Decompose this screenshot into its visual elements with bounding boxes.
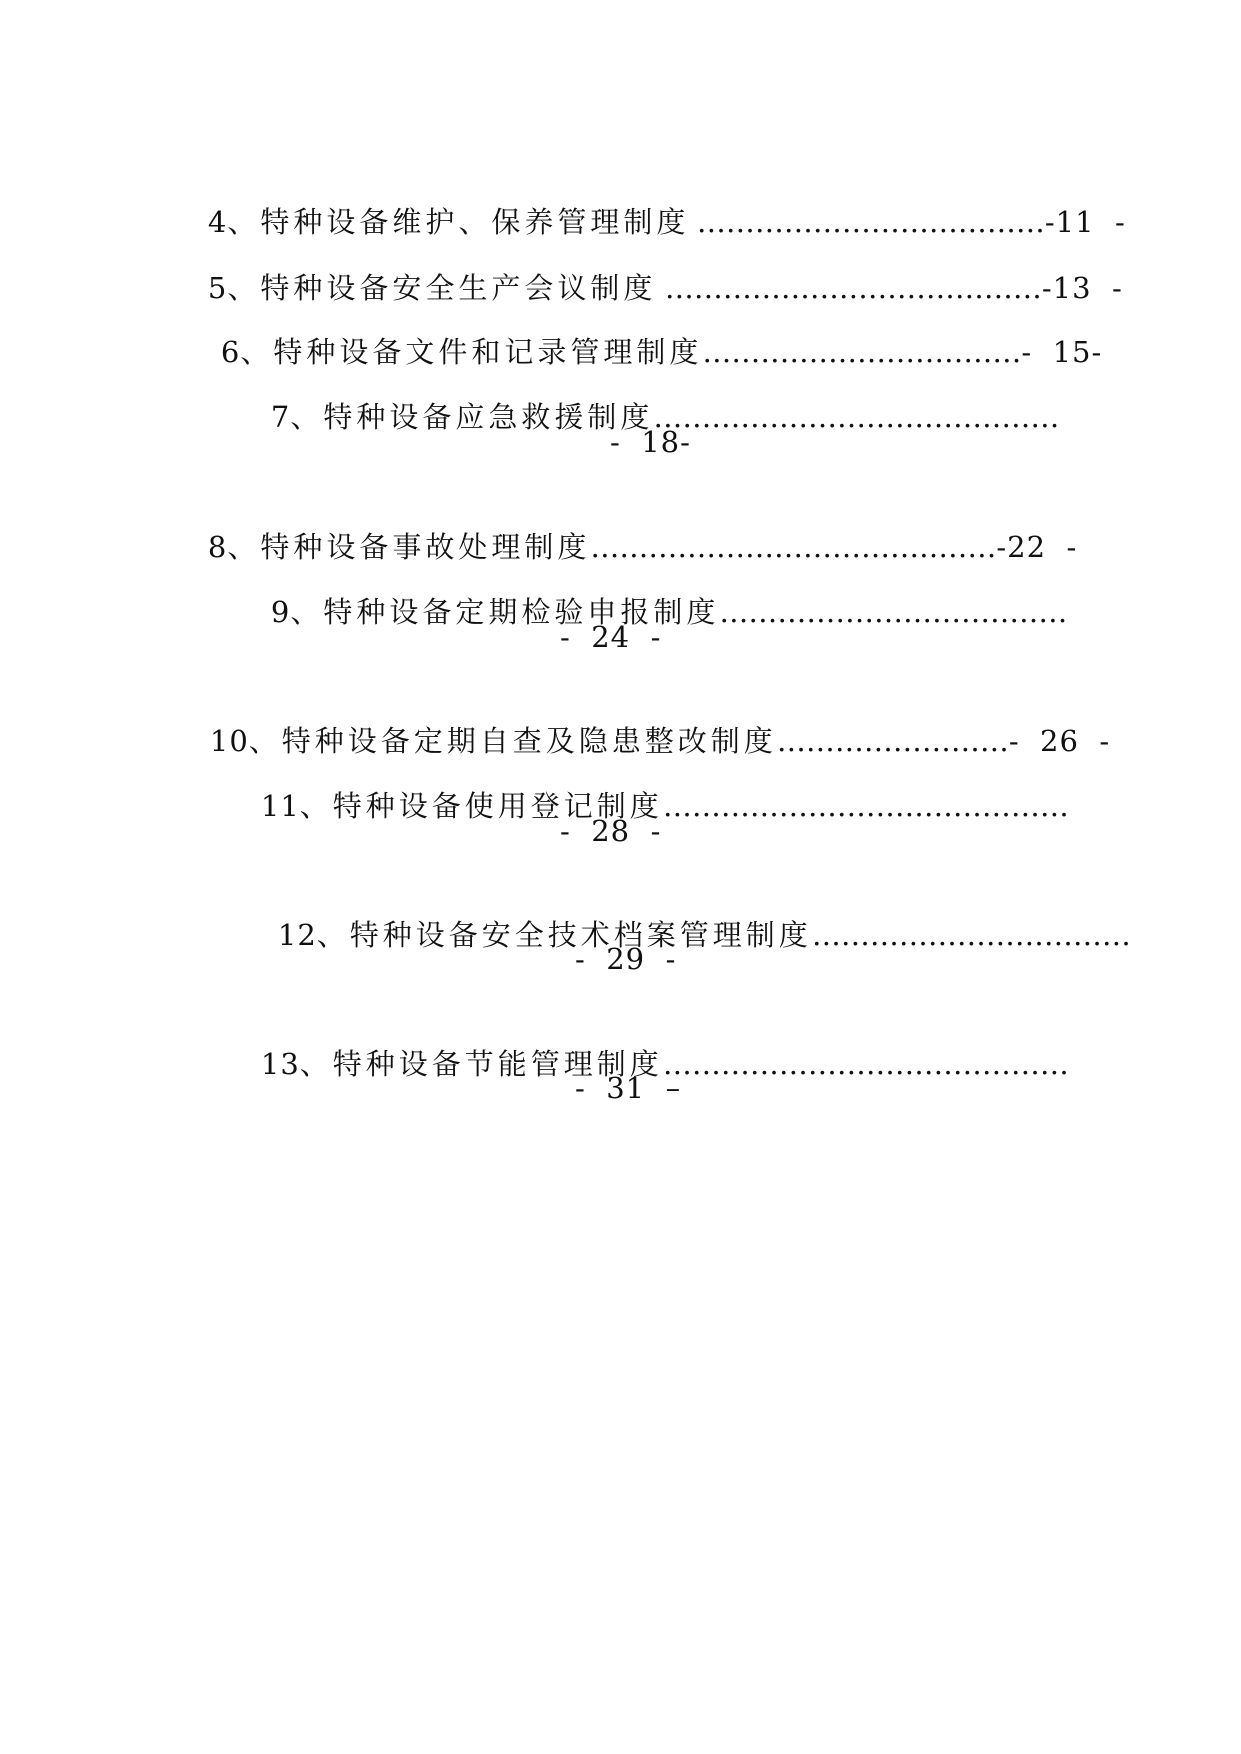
toc-entry-number: 11 — [260, 789, 300, 823]
toc-entry-9[interactable] — [218, 552, 1068, 629]
toc-entry-dots: …………………………………… — [590, 530, 997, 564]
toc-entry-4[interactable] — [155, 162, 690, 239]
toc-entry-12[interactable] — [225, 875, 1131, 952]
toc-entry-number: 9 — [270, 595, 291, 629]
toc-entry-7[interactable] — [218, 357, 1060, 434]
toc-entry-page: - 15- — [1021, 335, 1103, 369]
toc-entry-dots: …………………………………… — [653, 400, 1060, 434]
toc-entry-dots: …………………… — [776, 724, 1009, 758]
toc-entry-number: 6 — [220, 335, 241, 369]
toc-entry-title: 特种设备安全生产会议制度 — [260, 271, 657, 305]
toc-entry-page: -11 - — [1044, 205, 1126, 239]
toc-entry-number: 5 — [207, 271, 228, 305]
toc-entry-dots: …………………………… — [702, 335, 1022, 369]
toc-entry-separator: 、 — [227, 271, 261, 305]
toc-entry-separator: 、 — [290, 400, 324, 434]
toc-entry-10[interactable] — [157, 681, 1111, 758]
toc-entry-dots: ……………………………… — [696, 205, 1045, 239]
toc-entry-number: 4 — [207, 205, 228, 239]
toc-entry-title: 特种设备节能管理制度 — [332, 1047, 663, 1081]
toc-entry-11[interactable] — [208, 746, 1069, 823]
toc-entry-page: -13 - — [1041, 271, 1123, 305]
toc-entry-9-page: - 24 - — [560, 620, 662, 654]
toc-entry-separator: 、 — [248, 724, 282, 758]
toc-entry-dots: …………………………………… — [662, 789, 1069, 823]
toc-entry-title: 特种设备安全技术档案管理制度 — [349, 918, 812, 952]
toc-entry-dots: …………………………………… — [662, 1047, 1069, 1081]
toc-entry-number: 8 — [207, 530, 228, 564]
toc-entry-number: 13 — [260, 1047, 300, 1081]
toc-entry-page: - 26 - — [1008, 724, 1111, 758]
toc-entry-13[interactable] — [208, 1004, 1069, 1081]
toc-entry-5-leader — [628, 228, 1123, 305]
toc-entry-separator: 、 — [299, 1047, 333, 1081]
toc-entry-title: 特种设备定期自查及隐患整改制度 — [281, 724, 777, 758]
toc-entry-page: -22 - — [996, 530, 1078, 564]
toc-entry-title: 特种设备使用登记制度 — [332, 789, 663, 823]
toc-entry-title: 特种设备文件和记录管理制度 — [273, 335, 703, 369]
toc-entry-separator: 、 — [299, 789, 333, 823]
toc-entry-separator: 、 — [227, 205, 261, 239]
toc-entry-13-page: - 31 – — [575, 1071, 682, 1105]
toc-entry-separator: 、 — [240, 335, 274, 369]
toc-entry-6[interactable] — [168, 292, 1103, 369]
toc-entry-dots: …………………………… — [811, 918, 1131, 952]
toc-entry-7-page: - 18- — [610, 425, 691, 459]
toc-entry-8[interactable] — [155, 487, 1078, 564]
toc-entry-title: 特种设备定期检验申报制度 — [323, 595, 720, 629]
toc-entry-11-page: - 28 - — [560, 814, 662, 848]
toc-entry-number: 12 — [277, 918, 317, 952]
toc-entry-title: 特种设备事故处理制度 — [260, 530, 591, 564]
toc-entry-title: 特种设备应急救援制度 — [323, 400, 654, 434]
toc-entry-separator: 、 — [316, 918, 350, 952]
toc-entry-number: 10 — [209, 724, 249, 758]
toc-entry-separator: 、 — [290, 595, 324, 629]
toc-entry-12-page: - 29 - — [575, 942, 677, 976]
toc-entry-title: 特种设备维护、保养管理制度 — [260, 205, 690, 239]
toc-entry-separator: 、 — [227, 530, 261, 564]
toc-entry-dots: ………………………………… — [664, 271, 1042, 305]
toc-entry-4-leader — [660, 162, 1126, 239]
toc-entry-5[interactable] — [155, 228, 657, 305]
toc-entry-dots: ……………………………… — [719, 595, 1068, 629]
toc-entry-number: 7 — [270, 400, 291, 434]
